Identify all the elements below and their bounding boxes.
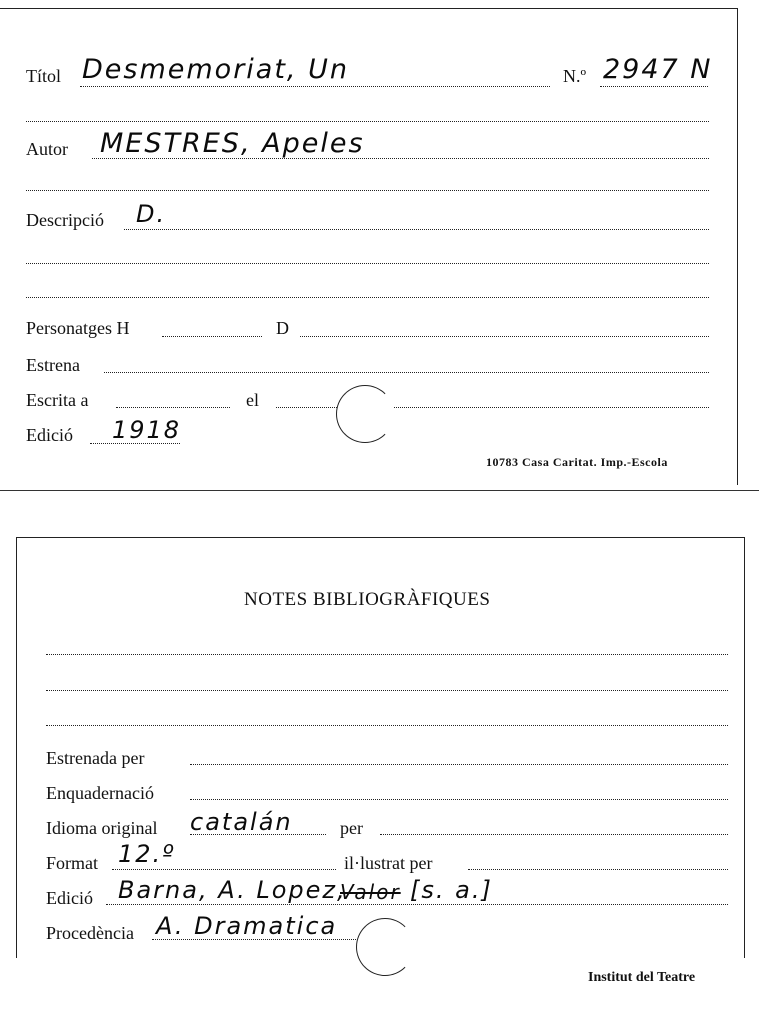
edicio-value: 1918 bbox=[112, 416, 182, 444]
printer-imprint: 10783 Casa Caritat. Imp.-Escola bbox=[486, 455, 668, 469]
estrenada-label: Estrenada per bbox=[46, 748, 145, 768]
autor-label: Autor bbox=[26, 139, 68, 159]
escrita-line bbox=[116, 407, 230, 408]
descripcio-label: Descripció bbox=[26, 210, 104, 230]
per-label: per bbox=[340, 818, 363, 838]
titol-line-2 bbox=[26, 121, 709, 122]
descripcio-line bbox=[124, 229, 709, 230]
personatges-h-line bbox=[162, 336, 262, 337]
idioma-label: Idioma original bbox=[46, 818, 158, 838]
per-line bbox=[380, 834, 728, 835]
titol-line bbox=[80, 86, 550, 87]
illustrat-label: il·lustrat per bbox=[344, 853, 433, 873]
notes-heading: NOTES BIBLIOGRÀFIQUES bbox=[244, 589, 491, 610]
estrena-line bbox=[104, 372, 709, 373]
illustrat-line bbox=[468, 869, 728, 870]
autor-value: MESTRES, Apeles bbox=[100, 128, 365, 159]
institut-footer: Institut del Teatre bbox=[588, 970, 696, 985]
edicio-struck-word: Valor bbox=[340, 880, 401, 904]
numero-line bbox=[600, 86, 708, 87]
titol-label: Títol bbox=[26, 66, 61, 86]
edicio-label: Edició bbox=[26, 425, 73, 445]
procedencia-value: A. Dramatica bbox=[156, 912, 338, 940]
edicio-value-2: Barna, A. Lopez, bbox=[118, 876, 347, 904]
enquadernacio-label: Enquadernació bbox=[46, 783, 154, 803]
procedencia-line bbox=[152, 939, 368, 940]
numero-value: 2947 N bbox=[603, 54, 713, 85]
punch-hole bbox=[336, 385, 394, 443]
el-label: el bbox=[246, 390, 259, 410]
notes-line-3 bbox=[46, 725, 728, 726]
autor-line-2 bbox=[26, 190, 709, 191]
enquadernacio-line bbox=[190, 799, 728, 800]
descripcio-value: D. bbox=[136, 200, 167, 228]
descripcio-line-2 bbox=[26, 263, 709, 264]
estrenada-line bbox=[190, 764, 728, 765]
numero-label: N.º bbox=[563, 66, 587, 86]
personatges-label: Personatges H bbox=[26, 318, 130, 338]
format-value: 12.º bbox=[118, 840, 176, 868]
idioma-line bbox=[190, 834, 326, 835]
descripcio-line-3 bbox=[26, 297, 709, 298]
format-label: Format bbox=[46, 853, 98, 873]
notes-line-1 bbox=[46, 654, 728, 655]
card-separator bbox=[0, 490, 759, 491]
estrena-label: Estrena bbox=[26, 355, 80, 375]
idioma-value: catalán bbox=[190, 808, 293, 836]
personatges-d-label: D bbox=[276, 318, 289, 338]
edicio-sa: [s. a.] bbox=[410, 876, 493, 904]
titol-value: Desmemoriat, Un bbox=[82, 54, 349, 85]
procedencia-label: Procedència bbox=[46, 923, 134, 943]
personatges-d-line bbox=[300, 336, 709, 337]
escrita-label: Escrita a bbox=[26, 390, 89, 410]
punch-hole-2 bbox=[356, 918, 414, 976]
edicio-line-2 bbox=[106, 904, 728, 905]
edicio-label-2: Edició bbox=[46, 888, 93, 908]
format-line bbox=[112, 869, 336, 870]
notes-line-2 bbox=[46, 690, 728, 691]
